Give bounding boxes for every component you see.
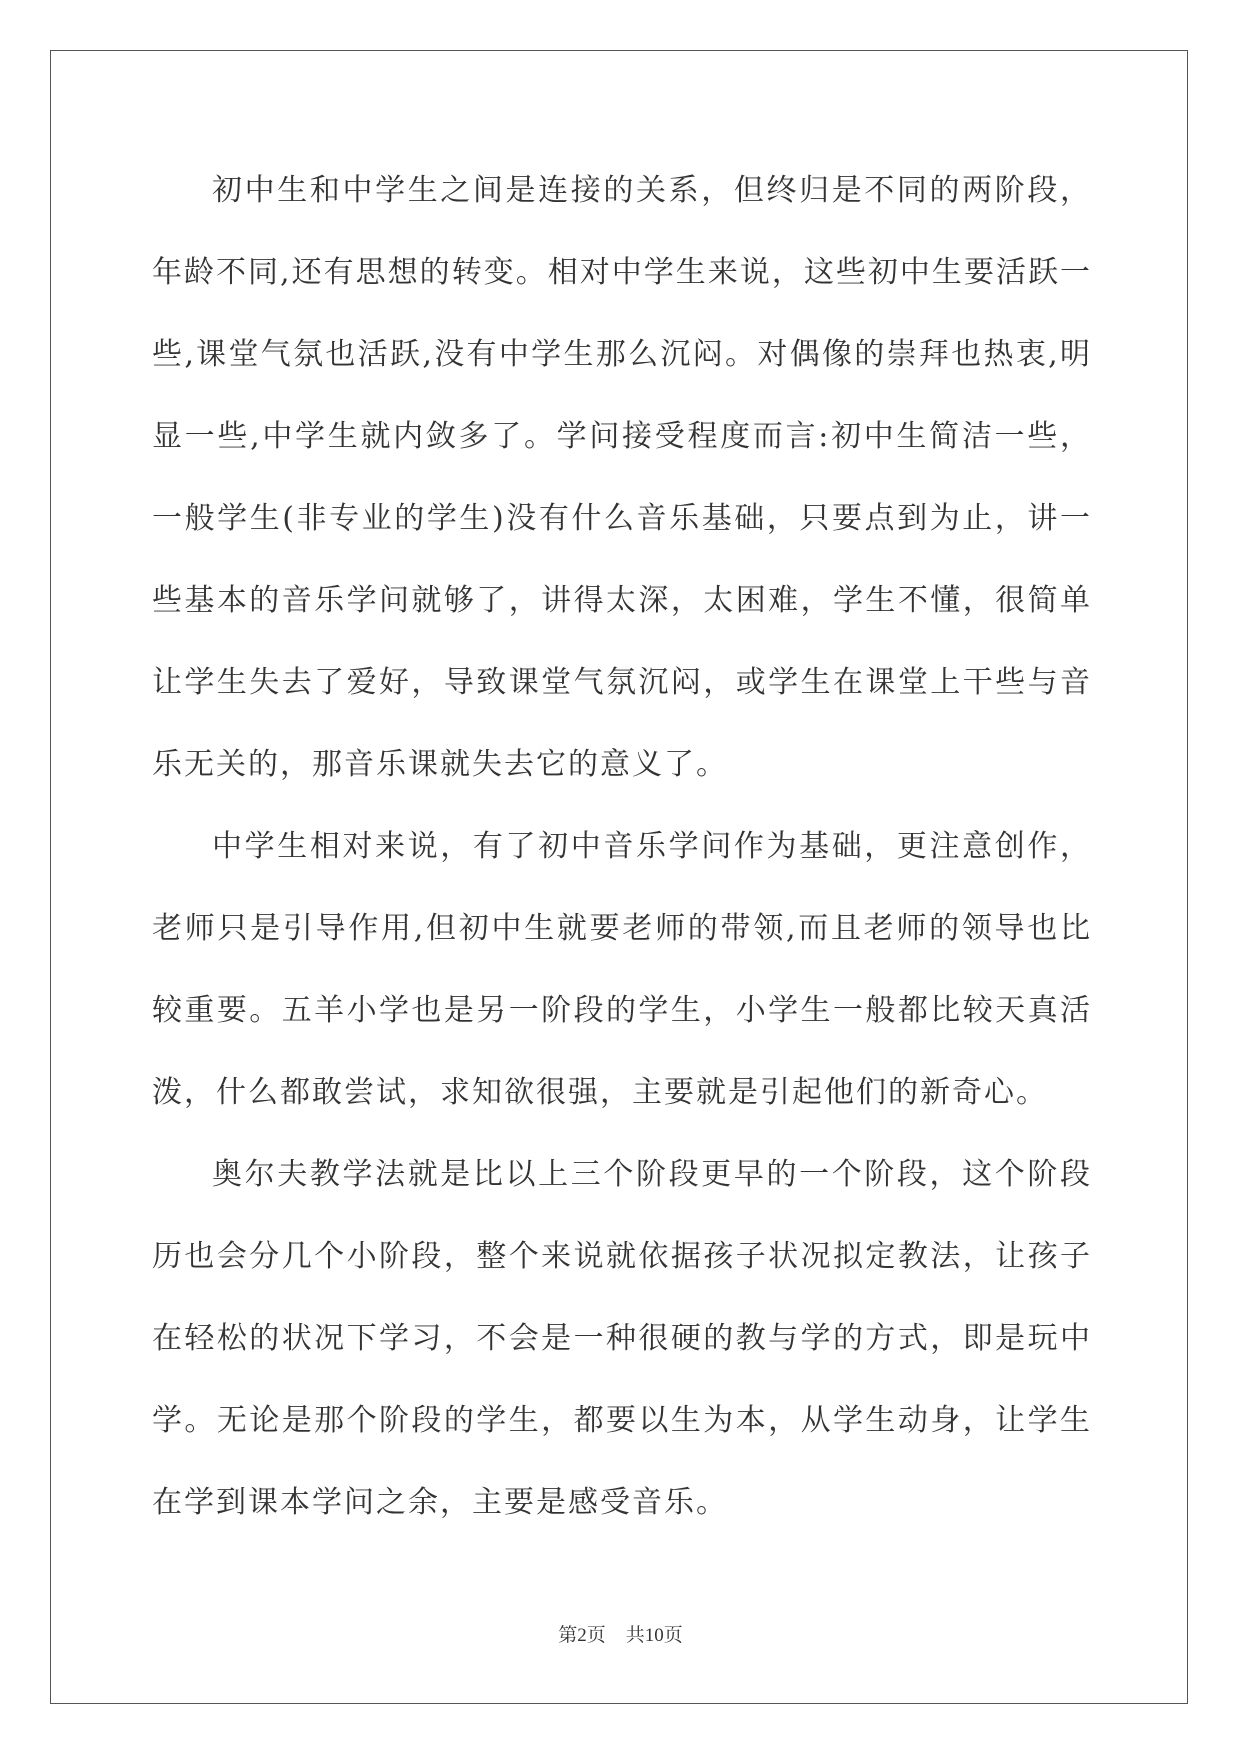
page-total: 共10页 [625,1625,683,1646]
page-number: 第2页 [558,1625,606,1646]
document-body [152,150,1092,1544]
paragraph-1: 初中生和中学生之间是连接的关系，但终归是不同的两阶段，年龄不同,还有思想的转变。相对中学生来说，这些初中生要活跃一些,课堂气氛也活跃,没有中学生那么沉闷。对偶像的崇拜也热衷,明显一些,中学生就内敛多了。学问接受程度而言:初中生简洁一些，一般学生(非专业的学生)没有什么音乐基础，只要点到为止，讲一些基本的音乐学问就够了，讲得太深，太困难，学生不懂，很简单让学生失去了爱好，导致课堂气氛沉闷，或学生在课堂上干些与音乐无关的，那音乐课就失去它的意义了。 [152,173,1092,782]
paragraph-3: 奥尔夫教学法就是比以上三个阶段更早的一个阶段，这个阶段历也会分几个小阶段，整个来说就依据孩子状况拟定教法，让孩子在轻松的状况下学习，不会是一种很硬的教与学的方式，即是玩中学。无论是那个阶段的学生，都要以生为本，从学生动身，让学生在学到课本学问之余，主要是感受音乐。 [152,1157,1092,1520]
paragraph-2: 中学生相对来说，有了初中音乐学问作为基础，更注意创作，老师只是引导作用,但初中生就要老师的带领,而且老师的领导也比较重要。五羊小学也是另一阶段的学生，小学生一般都比较天真活泼，什么都敢尝试，求知欲很强，主要就是引起他们的新奇心。 [152,829,1092,1110]
page-footer [0,1620,1241,1647]
